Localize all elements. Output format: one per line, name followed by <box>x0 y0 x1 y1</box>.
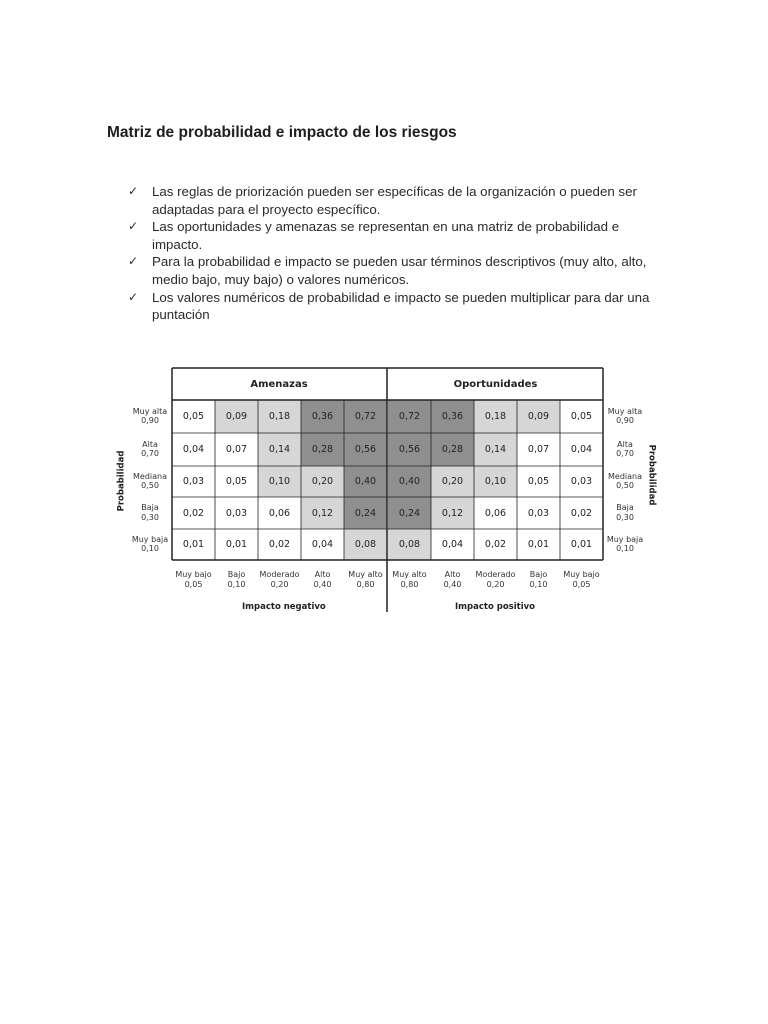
probability-level-name: Baja <box>141 503 159 512</box>
threats-header: Amenazas <box>250 378 308 390</box>
probability-level-label-left <box>120 503 180 522</box>
probability-level-name: Baja <box>616 503 634 512</box>
probability-axis-label-right: Probabilidad <box>646 444 657 506</box>
probability-level-value: 0,10 <box>616 544 634 553</box>
threat-cell: 0,01 <box>225 539 248 550</box>
threat-cell: 0,20 <box>311 476 334 487</box>
probability-level-label-left <box>120 440 180 459</box>
impact-level-name: Muy bajo <box>175 570 212 579</box>
probability-level-value: 0,30 <box>616 512 634 522</box>
threat-cell: 0,04 <box>311 539 334 550</box>
opportunity-cell: 0,20 <box>441 476 464 487</box>
probability-level-label-right <box>595 440 655 459</box>
threat-cell: 0,02 <box>268 539 291 550</box>
probability-level-label-left <box>120 535 180 554</box>
impact-level-name: Muy alto <box>392 570 427 579</box>
probability-level-name: Muy alta <box>132 406 168 416</box>
threat-cell: 0,02 <box>182 507 205 519</box>
negative-impact-level-label <box>341 570 391 589</box>
threat-cell: 0,06 <box>268 507 291 519</box>
opportunity-cell: 0,01 <box>570 539 593 550</box>
opportunity-cell: 0,08 <box>398 539 421 550</box>
threat-cell: 0,72 <box>354 411 377 422</box>
probability-level-label-right <box>595 407 655 426</box>
threat-cell: 0,03 <box>182 476 205 487</box>
threat-cell: 0,10 <box>268 476 291 487</box>
probability-level-value: 0,70 <box>141 449 159 458</box>
opportunity-cell: 0,28 <box>441 444 464 455</box>
probability-level-name: Mediana <box>133 471 167 481</box>
probability-level-name: Mediana <box>608 471 642 481</box>
impact-level-value: 0,40 <box>443 579 462 589</box>
probability-level-label-left <box>120 472 180 491</box>
probability-level-name: Muy baja <box>606 534 644 544</box>
opportunities-header: Oportunidades <box>453 378 538 390</box>
probability-level-name: Muy alta <box>607 406 643 416</box>
opportunity-cell: 0,02 <box>484 539 507 550</box>
impact-level-name: Alto <box>444 570 461 579</box>
impact-level-name: Bajo <box>227 570 246 579</box>
positive-impact-level-label <box>557 570 607 589</box>
probability-level-value: 0,50 <box>616 481 634 490</box>
checkmark-icon: ✓ <box>128 289 139 304</box>
threat-cell: 0,56 <box>354 444 377 455</box>
threat-cell: 0,09 <box>225 411 248 422</box>
impact-level-value: 0,10 <box>529 579 548 589</box>
impact-level-value: 0,10 <box>227 579 246 589</box>
opportunity-cell: 0,10 <box>484 476 507 487</box>
opportunity-cell: 0,40 <box>398 476 421 487</box>
impact-level-value: 0,80 <box>356 579 375 589</box>
threat-cell: 0,18 <box>268 411 291 422</box>
checkmark-icon: ✓ <box>128 254 139 269</box>
probability-level-value: 0,10 <box>141 544 159 553</box>
probability-level-value: 0,90 <box>141 416 159 425</box>
threat-cell: 0,07 <box>225 444 248 455</box>
bullet-text: Los valores numéricos de probabilidad e impacto se pueden multiplicar para dar una puntación <box>152 289 650 323</box>
impact-level-value: 0,20 <box>270 579 289 589</box>
impact-level-value: 0,80 <box>400 579 419 589</box>
opportunity-cell: 0,04 <box>441 539 464 550</box>
threat-cell: 0,36 <box>311 411 334 422</box>
probability-level-name: Muy baja <box>131 534 169 544</box>
impact-level-value: 0,20 <box>486 579 505 589</box>
opportunity-cell: 0,12 <box>441 507 464 519</box>
probability-level-label-right <box>595 535 655 554</box>
opportunity-cell: 0,05 <box>527 476 550 487</box>
impact-level-name: Moderado <box>475 570 516 579</box>
threat-cell: 0,08 <box>354 539 377 550</box>
threat-cell: 0,01 <box>182 539 205 550</box>
impact-level-value: 0,05 <box>572 579 591 589</box>
probability-level-value: 0,70 <box>616 449 634 458</box>
opportunity-cell: 0,14 <box>484 444 507 455</box>
threat-cell: 0,03 <box>225 507 248 519</box>
threat-cell: 0,28 <box>311 444 334 455</box>
threat-cell: 0,12 <box>311 507 334 519</box>
opportunity-cell: 0,24 <box>398 507 421 519</box>
threat-cell: 0,05 <box>182 411 205 422</box>
opportunity-cell: 0,04 <box>570 444 593 455</box>
impact-negative-axis-label: Impacto negativo <box>242 602 326 612</box>
impact-level-name: Muy alto <box>348 570 383 579</box>
opportunity-cell: 0,09 <box>527 411 550 422</box>
opportunity-cell: 0,07 <box>527 444 550 455</box>
impact-positive-axis-label: Impacto positivo <box>455 602 535 612</box>
probability-level-name: Alta <box>142 439 158 449</box>
probability-level-label-right <box>595 472 655 491</box>
probability-level-value: 0,90 <box>616 416 634 425</box>
threat-cell: 0,05 <box>225 476 248 487</box>
impact-level-value: 0,40 <box>313 579 332 589</box>
opportunity-cell: 0,18 <box>484 411 507 422</box>
checkmark-icon: ✓ <box>128 219 139 234</box>
threat-cell: 0,40 <box>354 476 377 487</box>
impact-level-name: Moderado <box>259 570 300 579</box>
opportunity-cell: 0,05 <box>570 411 593 422</box>
impact-level-name: Muy bajo <box>563 570 600 579</box>
opportunity-cell: 0,03 <box>570 476 593 487</box>
opportunity-cell: 0,36 <box>441 411 464 422</box>
impact-level-name: Bajo <box>529 570 548 579</box>
impact-level-value: 0,05 <box>184 579 203 589</box>
probability-level-name: Alta <box>617 439 633 449</box>
threat-cell: 0,14 <box>268 444 291 455</box>
impact-level-name: Alto <box>314 570 331 579</box>
probability-level-label-left <box>120 407 180 426</box>
probability-level-value: 0,50 <box>141 481 159 490</box>
bullet-text: Para la probabilidad e impacto se pueden usar términos descriptivos (muy alto, alto, medio bajo, muy bajo) o valores numéricos. <box>152 254 647 287</box>
probability-axis-label-left: Probabilidad <box>116 450 127 512</box>
probability-level-value: 0,30 <box>141 512 159 522</box>
opportunity-cell: 0,56 <box>398 444 421 455</box>
probability-level-label-right <box>595 503 655 522</box>
checkmark-icon: ✓ <box>128 184 139 198</box>
opportunity-cell: 0,01 <box>527 539 550 550</box>
opportunity-cell: 0,72 <box>398 411 421 422</box>
opportunity-cell: 0,06 <box>484 507 507 519</box>
bullet-text: Las oportunidades y amenazas se representan en una matriz de probabilidad e impacto. <box>152 219 620 252</box>
bullet-text: Las reglas de priorización pueden ser específicas de la organización o pueden ser adaptadas para el proyecto específico. <box>152 184 637 217</box>
threat-cell: 0,04 <box>182 444 205 455</box>
threat-cell: 0,24 <box>354 507 377 519</box>
opportunity-cell: 0,03 <box>527 507 550 519</box>
page-title: Matriz de probabilidad e impacto de los riesgos <box>107 124 457 141</box>
opportunity-cell: 0,02 <box>570 507 593 519</box>
